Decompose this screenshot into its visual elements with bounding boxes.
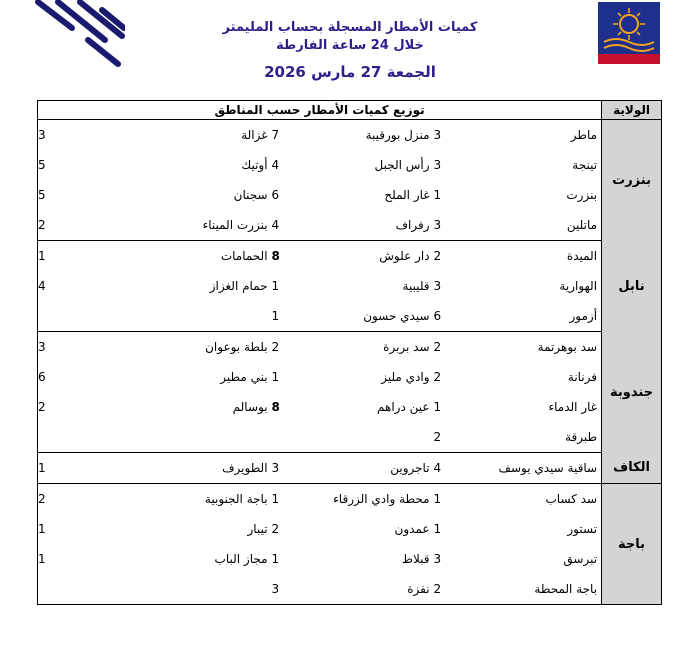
governorate-name: الكاف [602, 453, 662, 484]
decorative-stripes [30, 0, 125, 75]
rainfall-value: 2 [434, 574, 482, 605]
rainfall-value: 3 [38, 340, 46, 354]
rainfall-value: 1 [271, 370, 280, 384]
table-row [38, 150, 662, 180]
governorate-name: نابل [602, 241, 662, 332]
rainfall-value: 1 [271, 552, 280, 566]
rainfall-value: 3 [272, 453, 322, 484]
station-name: غزالة [241, 128, 268, 142]
rainfall-value: 1 [38, 453, 92, 484]
rainfall-value: 3 [433, 158, 442, 172]
rainfall-value: 2 [433, 249, 442, 263]
station-name: تستور [567, 522, 598, 536]
station-name: نفزة [322, 574, 434, 605]
rainfall-value: 2 [433, 340, 442, 354]
table-row [38, 210, 662, 241]
governorate-name: بنزرت [602, 120, 662, 241]
rainfall-value: 5 [38, 158, 46, 172]
station-name: تاجروين [322, 453, 434, 484]
station-name: تبرسق [563, 552, 598, 566]
station-name: دار علوش [379, 249, 430, 263]
station-name: غار الدماء [548, 400, 598, 414]
station-name: حمام الغزاز [209, 279, 268, 293]
table-row [38, 514, 662, 544]
rainfall-value: 1 [433, 188, 442, 202]
station-name: سيدي حسون [322, 301, 434, 332]
rainfall-value: 1 [38, 552, 46, 566]
rainfall-value: 7 [271, 128, 280, 142]
table-row [38, 362, 662, 392]
station-name: تيبار [247, 522, 268, 536]
table-row [38, 544, 662, 574]
table-row [38, 180, 662, 210]
station-name: سد بوهرتمة [537, 340, 598, 354]
station-name: ماطر [570, 128, 598, 142]
station-name: سد كساب [545, 492, 598, 506]
rainfall-value: 2 [38, 492, 46, 506]
station-name: عمدون [394, 522, 430, 536]
rainfall-value [38, 301, 92, 332]
table-row [38, 574, 662, 605]
station-name: سجنان [233, 188, 268, 202]
table-row [38, 271, 662, 301]
rainfall-value: 6 [434, 301, 482, 332]
station-name: قبلاط [401, 552, 430, 566]
rainfall-value: 1 [271, 492, 280, 506]
rainfall-value: 1 [38, 249, 46, 263]
station-name: الحمامات [220, 249, 268, 263]
rainfall-value: 4 [38, 279, 46, 293]
station-name: ماتلين [482, 210, 602, 241]
station-name [92, 422, 272, 453]
station-name: بوسالم [232, 400, 268, 414]
station-name: بنزرت [566, 188, 598, 202]
station-name: غار الملح [384, 188, 430, 202]
rainfall-value: 2 [38, 400, 46, 414]
station-name: بنزرت الميناء [92, 210, 272, 241]
table-row [38, 241, 662, 272]
rainfall-value: 4 [271, 158, 280, 172]
rainfall-value: 2 [271, 522, 280, 536]
station-name: قليبية [402, 279, 430, 293]
rainfall-value [38, 574, 92, 605]
governorate-name: جندوبة [602, 332, 662, 453]
station-name: سد بربرة [383, 340, 430, 354]
station-name: عين دراهم [377, 400, 430, 414]
rainfall-value: 1 [272, 301, 322, 332]
table-row [38, 484, 662, 515]
station-name: بلطة بوعوان [205, 340, 268, 354]
table-header-row [38, 101, 662, 120]
rainfall-value: 6 [38, 370, 46, 384]
rainfall-value: 3 [434, 210, 482, 241]
report-title: كميات الأمطار المسجلة بحساب المليمتر [222, 20, 478, 35]
governorate-header: الولاية [602, 101, 662, 120]
rainfall-value: 3 [433, 279, 442, 293]
rainfall-value: 5 [38, 188, 46, 202]
station-name: طبرقة [482, 422, 602, 453]
station-name: بني مطير [220, 370, 268, 384]
rainfall-value [272, 422, 322, 453]
rainfall-value: 4 [434, 453, 482, 484]
rainfall-value: 8 [271, 400, 280, 414]
rainfall-value: 3 [38, 128, 46, 142]
rainfall-value: 3 [433, 552, 442, 566]
rainfall-value: 2 [433, 370, 442, 384]
rainfall-value: 2 [38, 210, 92, 241]
rainfall-table [37, 100, 662, 605]
station-name: الهوارية [559, 279, 598, 293]
station-name: تينجة [572, 158, 598, 172]
rainfall-value: 6 [271, 188, 280, 202]
station-name: باجة المحطة [482, 574, 602, 605]
station-name: رأس الجبل [374, 158, 430, 172]
rainfall-value: 1 [433, 400, 442, 414]
station-name: الطويرف [92, 453, 272, 484]
rainfall-value: 1 [38, 522, 46, 536]
station-name: منزل بورقيبة [365, 128, 430, 142]
table-row [38, 332, 662, 363]
table-row [38, 301, 662, 332]
rainfall-value: 1 [271, 279, 280, 293]
report-subtitle: خلال 24 ساعة الفارطة [276, 38, 424, 53]
areas-header: توزيع كميات الأمطار حسب المناطق [38, 101, 602, 120]
institute-logo [598, 2, 660, 64]
station-name: مجاز الباب [214, 552, 268, 566]
station-name: رفراف [322, 210, 434, 241]
rainfall-value: 4 [272, 210, 322, 241]
table-row [38, 453, 662, 484]
rainfall-value [38, 422, 92, 453]
station-name: ساقية سيدي يوسف [482, 453, 602, 484]
rainfall-value: 1 [433, 522, 442, 536]
station-name: أوتيك [241, 158, 268, 172]
station-name [92, 574, 272, 605]
table-row [38, 422, 662, 453]
station-name: محطة وادي الزرقاء [333, 492, 430, 506]
rainfall-value: 8 [271, 249, 280, 263]
station-name: أزمور [482, 301, 602, 332]
rainfall-value: 3 [272, 574, 322, 605]
station-name: فرنانة [567, 370, 598, 384]
station-name: باجة الجنوبية [204, 492, 268, 506]
rainfall-value: 2 [271, 340, 280, 354]
rainfall-value: 2 [434, 422, 482, 453]
table-row [38, 120, 662, 151]
governorate-name: باجة [602, 484, 662, 605]
table-row [38, 392, 662, 422]
station-name: وادي مليز [381, 370, 430, 384]
station-name [92, 301, 272, 332]
station-name: الميدة [566, 249, 598, 263]
station-name [322, 422, 434, 453]
rainfall-value: 1 [433, 492, 442, 506]
report-date: الجمعة 27 مارس 2026 [264, 63, 436, 81]
rainfall-value: 3 [433, 128, 442, 142]
